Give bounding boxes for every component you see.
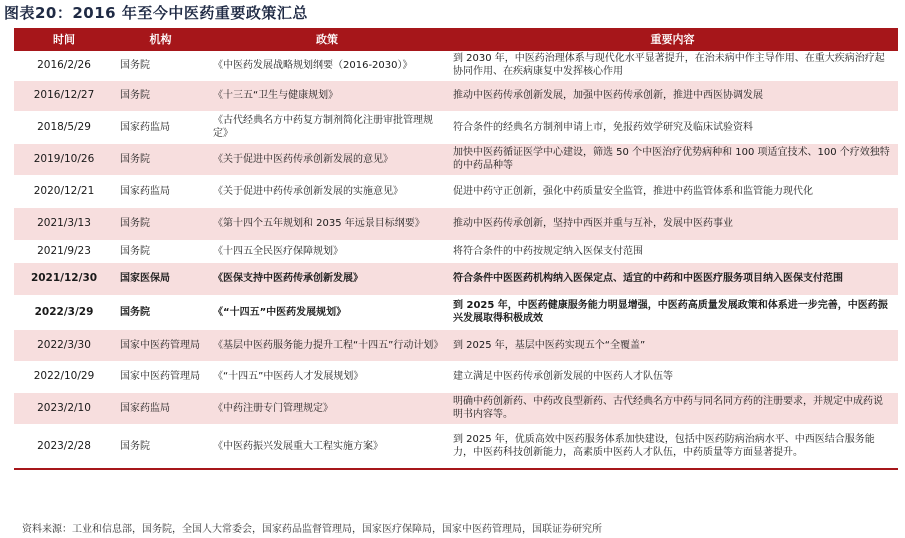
cell-content: 建立满足中医药传承创新发展的中医药人才队伍等 <box>447 361 898 392</box>
cell-org: 国务院 <box>114 80 207 111</box>
cell-policy: 《关于促进中医药传承创新发展的意见》 <box>207 143 447 175</box>
cell-content: 到 2030 年，中医药治理体系与现代化水平显著提升，在治未病中作主导作用、在重大疾病治疗起协同作用、在疾病康复中发挥核心作用 <box>447 50 898 80</box>
policy-table-container <box>14 28 898 470</box>
cell-date: 2021/9/23 <box>14 240 114 262</box>
source-note: 资料来源：工业和信息部，国务院，全国人大常委会，国家药品监督管理局，国家医疗保障局，国家中医药管理局，国联证券研究所 <box>22 524 602 535</box>
cell-date: 2016/12/27 <box>14 80 114 111</box>
cell-org: 国家中医药管理局 <box>114 361 207 392</box>
table-row <box>14 143 898 175</box>
table-row <box>14 207 898 240</box>
cell-content: 到 2025 年，基层中医药实现五个“全覆盖” <box>447 329 898 361</box>
header-date: 时间 <box>14 28 114 50</box>
table-row <box>14 240 898 262</box>
cell-date: 2022/3/30 <box>14 329 114 361</box>
cell-content: 到 2025 年，中医药健康服务能力明显增强，中医药高质量发展政策和体系进一步完善，中医药振兴发展取得积极成效 <box>447 295 898 329</box>
cell-org: 国务院 <box>114 143 207 175</box>
cell-date: 2020/12/21 <box>14 175 114 207</box>
cell-org: 国务院 <box>114 240 207 262</box>
cell-org: 国家药监局 <box>114 111 207 143</box>
cell-content: 到 2025 年，优质高效中医药服务体系加快建设，包括中医药防病治病水平、中西医结合服务能力，中医药科技创新能力，高素质中医药人才队伍，中药质量等方面显著提升。 <box>447 424 898 469</box>
cell-content: 推动中医药传承创新发展，加强中医药传承创新，推进中西医协调发展 <box>447 80 898 111</box>
cell-policy: 《中药注册专门管理规定》 <box>207 392 447 424</box>
cell-content: 促进中药守正创新，强化中药质量安全监管，推进中药监管体系和监管能力现代化 <box>447 175 898 207</box>
cell-org: 国家药监局 <box>114 175 207 207</box>
cell-content: 明确中药创新药、中药改良型新药、古代经典名方中药与同名同方药的注册要求，并规定中成药说明书内容等。 <box>447 392 898 424</box>
cell-date: 2023/2/10 <box>14 392 114 424</box>
table-header-row <box>14 28 898 50</box>
cell-policy: 《“十四五”中医药发展规划》 <box>207 295 447 329</box>
table-row <box>14 361 898 392</box>
cell-org: 国务院 <box>114 50 207 80</box>
cell-date: 2016/2/26 <box>14 50 114 80</box>
cell-org: 国务院 <box>114 424 207 469</box>
cell-policy: 《十四五全民医疗保障规划》 <box>207 240 447 262</box>
cell-date: 2022/10/29 <box>14 361 114 392</box>
table-row <box>14 392 898 424</box>
table-row <box>14 295 898 329</box>
header-policy: 政策 <box>207 28 447 50</box>
cell-policy: 《基层中医药服务能力提升工程“十四五”行动计划》 <box>207 329 447 361</box>
cell-content: 推动中医药传承创新，坚持中西医并重与互补，发展中医药事业 <box>447 207 898 240</box>
cell-org: 国家中医药管理局 <box>114 329 207 361</box>
cell-policy: 《“十四五”中医药人才发展规划》 <box>207 361 447 392</box>
cell-org: 国务院 <box>114 207 207 240</box>
policy-table <box>14 28 898 470</box>
cell-content: 将符合条件的中药按规定纳入医保支付范围 <box>447 240 898 262</box>
cell-org: 国家药监局 <box>114 392 207 424</box>
cell-date: 2018/5/29 <box>14 111 114 143</box>
cell-policy: 《关于促进中药传承创新发展的实施意见》 <box>207 175 447 207</box>
cell-policy: 《十三五“卫生与健康规划》 <box>207 80 447 111</box>
header-org: 机构 <box>114 28 207 50</box>
cell-content: 符合条件的经典名方制剂申请上市，免报药效学研究及临床试验资料 <box>447 111 898 143</box>
table-row <box>14 424 898 469</box>
cell-policy: 《古代经典名方中药复方制剂简化注册审批管理规定》 <box>207 111 447 143</box>
table-row <box>14 175 898 207</box>
cell-policy: 《医保支持中医药传承创新发展》 <box>207 262 447 295</box>
table-row <box>14 80 898 111</box>
table-row <box>14 329 898 361</box>
table-row <box>14 50 898 80</box>
table-row <box>14 111 898 143</box>
cell-date: 2023/2/28 <box>14 424 114 469</box>
cell-org: 国务院 <box>114 295 207 329</box>
cell-date: 2021/12/30 <box>14 262 114 295</box>
cell-content: 符合条件中医医药机构纳入医保定点、适宜的中药和中医医疗服务项目纳入医保支付范围 <box>447 262 898 295</box>
cell-policy: 《中医药振兴发展重大工程实施方案》 <box>207 424 447 469</box>
header-content: 重要内容 <box>447 28 898 50</box>
cell-policy: 《第十四个五年规划和 2035 年远景目标纲要》 <box>207 207 447 240</box>
cell-date: 2021/3/13 <box>14 207 114 240</box>
figure-title: 图表20：2016 年至今中医药重要政策汇总 <box>4 4 308 22</box>
cell-date: 2019/10/26 <box>14 143 114 175</box>
table-body <box>14 50 898 469</box>
cell-policy: 《中医药发展战略规划纲要（2016-2030）》 <box>207 50 447 80</box>
cell-date: 2022/3/29 <box>14 295 114 329</box>
cell-org: 国家医保局 <box>114 262 207 295</box>
table-row <box>14 262 898 295</box>
cell-content: 加快中医药循证医学中心建设，筛选 50 个中医治疗优势病种和 100 项适宜技术、100 个疗效独特的中药品种等 <box>447 143 898 175</box>
